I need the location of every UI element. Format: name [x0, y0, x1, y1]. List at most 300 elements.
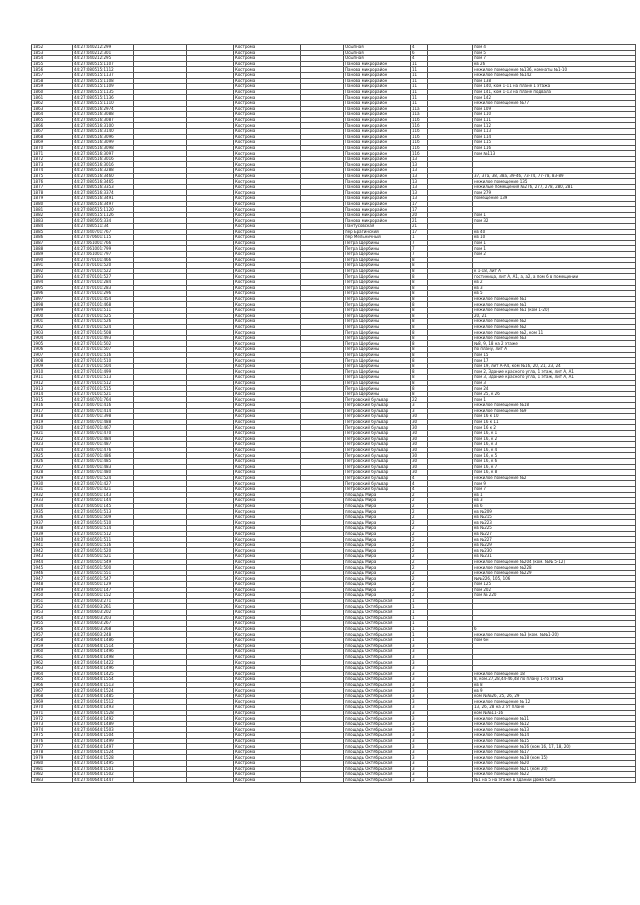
street-cell: площадь Октябрьская [344, 665, 411, 671]
house-cell: 13 [411, 168, 428, 174]
note-cell: пом 1 [473, 240, 636, 246]
house-cell: 11б [411, 117, 428, 123]
house-cell: 8 [411, 319, 428, 325]
row-number-cell: 1967 [32, 688, 73, 694]
cadastral-number-cell: 44:27:040644:1504 [73, 733, 134, 739]
row-number-cell: 1883 [32, 218, 73, 224]
house-cell: 17 [411, 207, 428, 213]
row-number-cell: 1856 [32, 67, 73, 73]
cadastral-number-cell: 44:27:040701:484 [73, 436, 134, 442]
cadastral-number-cell: 44:27:040644:1524 [73, 688, 134, 694]
city-cell: Кострома [234, 570, 301, 576]
note-cell: пом 15 [473, 352, 636, 358]
cadastral-number-cell: 44:27:040603:268 [73, 626, 134, 632]
house-cell: 4 [411, 45, 428, 51]
note-cell: нежилое помещение №22 [473, 772, 636, 778]
city-cell: Кострома [234, 123, 301, 129]
cadastral-number-cell: 44:27:070101:499 [73, 369, 134, 375]
city-cell: Кострома [234, 554, 301, 560]
row-number-cell: 1926 [32, 458, 73, 464]
house-cell: 13 [411, 156, 428, 162]
note-cell: кв 8 [473, 682, 636, 688]
house-cell: 3 [411, 699, 428, 705]
cadastral-number-cell: 44:27:040701:486 [73, 453, 134, 459]
note-cell: кв №227 [473, 537, 636, 543]
row-number-cell: 1891 [32, 263, 73, 269]
street-cell: площадь Мира [344, 514, 411, 520]
note-cell: кв №215 [473, 514, 636, 520]
house-cell: 11 [411, 67, 428, 73]
row-number-cell: 1911 [32, 375, 73, 381]
street-cell: площадь Октябрьская [344, 671, 411, 677]
city-cell: Кострома [234, 632, 301, 638]
city-cell: Кострома [234, 184, 301, 190]
house-cell: 30 [411, 447, 428, 453]
row-number-cell: 1957 [32, 632, 73, 638]
cadastral-number-cell: 44:27:040603:202 [73, 609, 134, 615]
street-cell: Петра Щербины [344, 285, 411, 291]
house-cell: 8 [411, 285, 428, 291]
house-cell: 30 [411, 464, 428, 470]
row-number-cell: 1879 [32, 196, 73, 202]
note-cell: нежилое помещение №15 [473, 738, 636, 744]
street-cell: площадь Мира [344, 503, 411, 509]
city-cell: Кострома [234, 637, 301, 643]
cadastral-number-cell: 44:27:070101:527 [73, 274, 134, 280]
note-cell: нежилое помещение №17 [473, 749, 636, 755]
house-cell: 30 [411, 458, 428, 464]
city-cell: Кострома [234, 436, 301, 442]
row-number-cell: 1896 [32, 291, 73, 297]
city-cell: Кострома [234, 319, 301, 325]
row-number-cell: 1927 [32, 464, 73, 470]
cadastral-number-cell: 44:27:040701:470 [73, 430, 134, 436]
city-cell: Кострома [234, 699, 301, 705]
street-cell: Петра Щербины [344, 279, 411, 285]
row-number-cell: 1895 [32, 285, 73, 291]
street-cell: площадь Мира [344, 492, 411, 498]
city-cell: Кострома [234, 45, 301, 51]
row-number-cell: 1855 [32, 61, 73, 67]
city-cell: Кострома [234, 766, 301, 772]
note-cell: кв 5 [473, 291, 636, 297]
row-number-cell: 1857 [32, 72, 73, 78]
city-cell: Кострома [234, 542, 301, 548]
street-cell: площадь Октябрьская [344, 649, 411, 655]
street-cell: площадь Октябрьская [344, 621, 411, 627]
house-cell: 11 [411, 61, 428, 67]
note-cell: пом 6н [473, 637, 636, 643]
cadastral-number-cell: 44:27:040644:1501 [73, 766, 134, 772]
house-cell: 3 [411, 738, 428, 744]
city-cell: Кострома [234, 61, 301, 67]
note-cell: нежилое помещение №142 [473, 72, 636, 78]
house-cell: 4 [411, 56, 428, 62]
street-cell: площадь Октябрьская [344, 677, 411, 683]
row-number-cell: 1887 [32, 240, 73, 246]
street-cell: площадь Мира [344, 565, 411, 571]
city-cell: Кострома [234, 285, 301, 291]
city-cell: Кострома [234, 660, 301, 666]
cadastral-number-cell: 44:27:040644:1492 [73, 716, 134, 722]
city-cell: Кострома [234, 296, 301, 302]
city-cell: Кострома [234, 749, 301, 755]
note-cell: пом 142 [473, 95, 636, 101]
city-cell: Кострома [234, 380, 301, 386]
street-cell: площадь Мира [344, 576, 411, 582]
note-cell: нежилое помещение № 12 [473, 699, 636, 705]
street-cell: площадь Мира [344, 509, 411, 515]
street-cell: Панова микрорайон [344, 112, 411, 118]
note-cell: пом 111 [473, 117, 636, 123]
cadastral-number-cell: 44:27:040603:203 [73, 615, 134, 621]
house-cell: 30 [411, 442, 428, 448]
row-number-cell: 1960 [32, 649, 73, 655]
street-cell: Панова микрорайон [344, 207, 411, 213]
house-cell: 3 [411, 710, 428, 716]
house-cell: 11а [411, 106, 428, 112]
row-number-cell: 1875 [32, 173, 73, 179]
street-cell: Пантусовская [344, 224, 411, 230]
street-cell: площадь Мира [344, 554, 411, 560]
city-cell: Кострома [234, 772, 301, 778]
note-cell: пом 3, Здание красного угла, 1 этаж, лит А, А1 [473, 375, 636, 381]
house-cell: 13 [411, 173, 428, 179]
city-cell: Кострома [234, 587, 301, 593]
street-cell: Петра Щербины [344, 307, 411, 313]
city-cell: Кострома [234, 559, 301, 565]
row-number-cell: 1889 [32, 251, 73, 257]
city-cell: Кострома [234, 78, 301, 84]
street-cell: Панова микрорайон [344, 89, 411, 95]
house-cell: 1 [411, 615, 428, 621]
street-cell: площадь Октябрьская [344, 705, 411, 711]
cadastral-number-cell: 44:27:040644:1512 [73, 699, 134, 705]
street-cell: площадь Мира [344, 587, 411, 593]
note-cell: нежилое помещение №2, ком 11 [473, 330, 636, 336]
row-number-cell: 1902 [32, 324, 73, 330]
house-cell: 3 [411, 777, 428, 783]
note-cell: кв №231 [473, 554, 636, 560]
city-cell: Кострома [234, 229, 301, 235]
cadastral-number-cell: 44:27:080516:3099 [73, 140, 134, 146]
city-cell: Кострома [234, 302, 301, 308]
city-cell: Кострома [234, 212, 301, 218]
city-cell: Кострома [234, 307, 301, 313]
cadastral-number-cell: 44:27:070101:521 [73, 391, 134, 397]
note-cell: нежилое помещение №229 [473, 570, 636, 576]
house-cell: 3 [411, 403, 428, 409]
row-number-cell: 1861 [32, 95, 73, 101]
city-cell: Кострома [234, 190, 301, 196]
note-cell: кв №227 [473, 531, 636, 537]
city-cell: Кострома [234, 56, 301, 62]
house-cell: 8 [411, 352, 428, 358]
street-cell: Петровский бульвар [344, 470, 411, 476]
row-number-cell: 1898 [32, 302, 73, 308]
row-number-cell: 1933 [32, 498, 73, 504]
street-cell: Панова микрорайон [344, 134, 411, 140]
cadastral-number-cell: 44:27:040644:1485 [73, 693, 134, 699]
house-cell: 2 [411, 582, 428, 588]
street-cell: Панова микрорайон [344, 106, 411, 112]
house-cell: 2 [411, 559, 428, 565]
house-cell: 3 [411, 682, 428, 688]
cadastral-number-cell: 44:27:040644:1496 [73, 649, 134, 655]
street-cell: площадь Октябрьская [344, 626, 411, 632]
cadastral-number-cell: 44:27:040501:143 [73, 492, 134, 498]
row-number-cell: 1955 [32, 621, 73, 627]
cadastral-number-cell: 44:27:080515:1107 [73, 61, 134, 67]
cadastral-number-cell: 44:27:040644:1497 [73, 744, 134, 750]
street-cell: площадь Октябрьская [344, 721, 411, 727]
city-cell: Кострома [234, 621, 301, 627]
cadastral-number-cell: 44:27:040212:301 [73, 50, 134, 56]
city-cell: Кострома [234, 313, 301, 319]
street-cell: площадь Октябрьская [344, 688, 411, 694]
house-cell: 3 [411, 727, 428, 733]
city-cell: Кострома [234, 643, 301, 649]
note-cell: 20, 21 [473, 313, 636, 319]
house-cell: 13 [411, 162, 428, 168]
note-cell: пом 16, к 5 [473, 453, 636, 459]
house-cell: 8 [411, 380, 428, 386]
row-number-cell: 1905 [32, 341, 73, 347]
cadastral-number-cell: 44:27:040644:1524 [73, 749, 134, 755]
note-cell: нежилое помещение №3 (ком. №№1-20) [473, 632, 636, 638]
note-cell: пом 141, ком 1-13 на плане подвала [473, 89, 636, 95]
city-cell: Кострома [234, 509, 301, 515]
note-cell: пом 16 к 11 [473, 419, 636, 425]
city-cell: Кострома [234, 548, 301, 554]
row-number-cell: 1961 [32, 654, 73, 660]
note-cell: пом 7 [473, 56, 636, 62]
note-cell: пом 16, к 3 [473, 442, 636, 448]
row-number-cell: 1863 [32, 106, 73, 112]
row-number-cell: 1978 [32, 749, 73, 755]
street-cell: площадь Октябрьская [344, 637, 411, 643]
city-cell: Кострома [234, 145, 301, 151]
row-number-cell: 1954 [32, 615, 73, 621]
row-number-cell: 1963 [32, 665, 73, 671]
note-cell: пом 5 [473, 50, 636, 56]
city-cell: Кострома [234, 341, 301, 347]
cadastral-number-cell: 44:27:070101:526 [73, 319, 134, 325]
city-cell: Кострома [234, 447, 301, 453]
cadastral-number-cell: 44:27:040501:521 [73, 554, 134, 560]
house-cell: 11 [411, 100, 428, 106]
cadastral-number-cell: 44:27:070101:511 [73, 307, 134, 313]
city-cell: Кострома [234, 386, 301, 392]
empty-cell [428, 777, 473, 783]
city-cell: Кострома [234, 117, 301, 123]
house-cell: 3 [411, 705, 428, 711]
row-number-cell: 1870 [32, 145, 73, 151]
city-cell: Кострома [234, 162, 301, 168]
cadastral-number-cell: 44:27:040644:1514 [73, 643, 134, 649]
city-cell: Кострома [234, 576, 301, 582]
cadastral-number-cell: 44:27:070101:508 [73, 330, 134, 336]
row-number-cell: 1945 [32, 565, 73, 571]
street-cell: площадь Октябрьская [344, 738, 411, 744]
cadastral-number-cell: 44:27:070101:520 [73, 263, 134, 269]
row-number-cell: 1909 [32, 363, 73, 369]
street-cell: площадь Мира [344, 531, 411, 537]
note-cell: пом № 220 [473, 593, 636, 599]
house-cell: 3 [411, 772, 428, 778]
register-table [31, 44, 636, 783]
city-cell: Кострома [234, 89, 301, 95]
cadastral-number-cell: 44:27:080516:3100 [73, 123, 134, 129]
note-cell: кв 26 [473, 61, 636, 67]
cadastral-number-cell: 44:27:070101:283 [73, 285, 134, 291]
house-cell: 11б [411, 128, 428, 134]
note-cell: нежилое помещение №2 [473, 324, 636, 330]
row-number-cell: 1935 [32, 509, 73, 515]
street-cell: площадь Октябрьская [344, 733, 411, 739]
row-number-cell: 1980 [32, 761, 73, 767]
cadastral-number-cell: 44:27:040501:129 [73, 582, 134, 588]
street-cell: площадь Мира [344, 526, 411, 532]
house-cell: 3 [411, 766, 428, 772]
row-number-cell: 1943 [32, 554, 73, 560]
row-number-cell: 1973 [32, 721, 73, 727]
note-cell: пом 279 [473, 190, 636, 196]
street-cell: Петра Щербины [344, 246, 411, 252]
register-table-body [32, 45, 636, 783]
row-number-cell: 1919 [32, 419, 73, 425]
note-cell: ком №№26, 25, 26, 29 [473, 693, 636, 699]
street-cell: Петра Щербины [344, 263, 411, 269]
street-cell: Петра Щербины [344, 335, 411, 341]
cadastral-number-cell: 44:27:080511:34 [73, 224, 134, 230]
house-cell: 4 [411, 481, 428, 487]
street-cell: площадь Октябрьская [344, 632, 411, 638]
street-cell: Петровский бульвар [344, 475, 411, 481]
street-cell: площадь Мира [344, 537, 411, 543]
note-cell: нежилое помещение №16 (ком 16, 17, 18, 20) [473, 744, 636, 750]
city-cell: Кострома [234, 168, 301, 174]
cadastral-number-cell: 44:27:070101:510 [73, 358, 134, 364]
house-cell: 2 [411, 554, 428, 560]
cadastral-number-cell: 44:27:040701:467 [73, 425, 134, 431]
city-cell: Кострома [234, 403, 301, 409]
city-cell: Кострома [234, 425, 301, 431]
cadastral-number-cell: 44:27:080515:1126 [73, 212, 134, 218]
city-cell: Кострома [234, 369, 301, 375]
row-number-cell: 1947 [32, 576, 73, 582]
city-cell: Кострома [234, 67, 301, 73]
row-number-cell: 1925 [32, 453, 73, 459]
cadastral-number-cell: 44:27:040501:500 [73, 565, 134, 571]
row-number-cell: 1859 [32, 84, 73, 90]
city-cell: Кострома [234, 710, 301, 716]
cadastral-number-cell: 44:27:070101:296 [73, 291, 134, 297]
row-number-cell: 1868 [32, 134, 73, 140]
house-cell: 1 [411, 609, 428, 615]
row-number-cell: 1949 [32, 587, 73, 593]
note-cell: кв №223 [473, 520, 636, 526]
city-cell: Кострома [234, 582, 301, 588]
row-number-cell: 1901 [32, 319, 73, 325]
cadastral-number-cell: 44:27:080516:3497 [73, 201, 134, 207]
row-number-cell: 1932 [32, 492, 73, 498]
cadastral-number-cell: 44:27:061001:766 [73, 240, 134, 246]
street-cell: площадь Октябрьская [344, 727, 411, 733]
cadastral-number-cell: 44:27:040701:414 [73, 408, 134, 414]
row-number-cell: 1882 [32, 212, 73, 218]
cadastral-number-cell: 44:27:080516:3096 [73, 134, 134, 140]
house-cell: 30 [411, 419, 428, 425]
row-number-cell: 1900 [32, 313, 73, 319]
note-cell: кв 9 [473, 688, 636, 694]
note-cell: пом №113 [473, 151, 636, 157]
cadastral-number-cell: 44:27:040701:524 [73, 475, 134, 481]
note-cell: пом 109 [473, 106, 636, 112]
house-cell: 1 [411, 637, 428, 643]
note-cell: №№226, 105, 106 [473, 576, 636, 582]
cadastral-number-cell: 44:27:061001:797 [73, 251, 134, 257]
city-cell: Кострома [234, 352, 301, 358]
note-cell: нежилое помещение №13 [473, 727, 636, 733]
city-cell: Кострома [234, 72, 301, 78]
house-cell: 8 [411, 358, 428, 364]
street-cell: площадь Октябрьская [344, 643, 411, 649]
street-cell: Петра Щербины [344, 330, 411, 336]
row-number-cell: 1918 [32, 414, 73, 420]
street-cell: Петра Щербины [344, 319, 411, 325]
street-cell: площадь Октябрьская [344, 772, 411, 778]
empty-cell [187, 777, 234, 783]
note-cell: кв №229 [473, 542, 636, 548]
row-number-cell: 1866 [32, 123, 73, 129]
house-cell: 2 [411, 503, 428, 509]
city-cell: Кострома [234, 179, 301, 185]
city-cell: Кострома [234, 95, 301, 101]
house-cell: 21 [411, 218, 428, 224]
house-cell: 3 [411, 733, 428, 739]
city-cell: Кострома [234, 134, 301, 140]
note-cell: нежилое помещение №14 [473, 733, 636, 739]
note-cell: пом 116 [473, 145, 636, 151]
house-cell: 8 [411, 341, 428, 347]
cadastral-number-cell: 44:27:080515:1135 [73, 89, 134, 95]
row-number-cell: 1884 [32, 224, 73, 230]
cadastral-number-cell: 44:27:080516:3098 [73, 145, 134, 151]
street-cell: Петровский бульвар [344, 425, 411, 431]
row-number-cell: 1958 [32, 637, 73, 643]
row-number-cell: 1977 [32, 744, 73, 750]
row-number-cell: 1941 [32, 542, 73, 548]
row-number-cell: 1959 [32, 643, 73, 649]
street-cell: Петра Щербины [344, 324, 411, 330]
street-cell: Панова микрорайон [344, 156, 411, 162]
row-number-cell: 1948 [32, 582, 73, 588]
city-cell: Кострома [234, 335, 301, 341]
street-cell: площадь Октябрьская [344, 766, 411, 772]
note-cell: нежилое помещение №20 [473, 761, 636, 767]
cadastral-number-cell: 44:27:080516:3140 [73, 128, 134, 134]
note-cell: пом 25, к 26 [473, 391, 636, 397]
row-number-cell: 1975 [32, 733, 73, 739]
row-number-cell: 1890 [32, 257, 73, 263]
street-cell: Петровский бульвар [344, 419, 411, 425]
note-cell: пом 2 [473, 251, 636, 257]
house-cell: 2 [411, 526, 428, 532]
house-cell: 3 [411, 721, 428, 727]
note-cell: пом 16, к 4 [473, 447, 636, 453]
house-cell: 11б [411, 140, 428, 146]
